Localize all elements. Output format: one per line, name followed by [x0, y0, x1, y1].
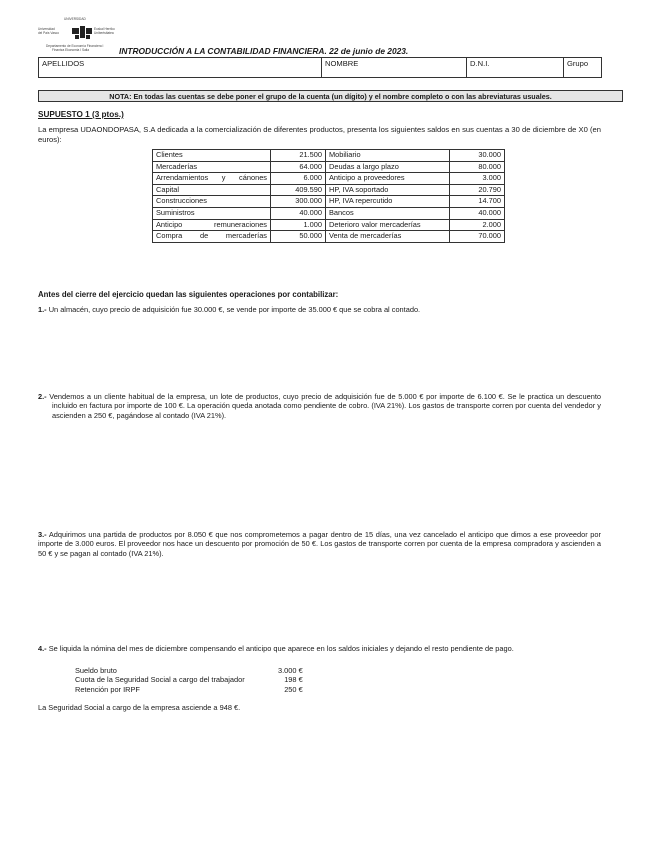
- operation-number: 4.-: [38, 644, 47, 653]
- balance-right-label: Venta de mercaderías: [326, 231, 450, 243]
- operation-1: [38, 305, 601, 314]
- operation-text: Vendemos a un cliente habitual de la empresa, un lote de productos, cuyo precio de adquisición fue de 5.000 € por importe de 6.100 €. Se le practica un descuento incluido en factura por importe de 100 €. La operación queda anotada como pendiente de cobro. (IVA 21%). Los gastos de transporte corren por cuenta del vendedor y ascienden a 250 €, pagándose al contado (IVA 21%).: [49, 392, 601, 420]
- grupo-field[interactable]: Grupo: [564, 58, 602, 78]
- department-text-2: Finantza Ekonomia I Saila: [52, 48, 90, 52]
- balance-right-value: 2.000: [450, 219, 505, 231]
- balance-left-label: Capital: [153, 184, 271, 196]
- balance-left-label: Clientes: [153, 150, 271, 162]
- logo-right-text-1: Euskal Herriko: [94, 27, 115, 31]
- operation-text: Se liquida la nómina del mes de diciembre compensando el anticipo que aparece en los saldos iniciales y dejando el resto pendiente de pago.: [48, 644, 514, 653]
- balance-left-value: 300.000: [271, 196, 326, 208]
- supuesto-heading: SUPUESTO 1 (3 ptos.): [38, 110, 124, 119]
- balance-left-value: 21.500: [271, 150, 326, 162]
- antes-heading: Antes del cierre del ejercicio quedan las siguientes operaciones por contabilizar:: [38, 290, 339, 299]
- balance-right-value: 40.000: [450, 207, 505, 219]
- operation-number: 2.-: [38, 392, 47, 401]
- nomina-label: Retención por IRPF: [75, 684, 140, 694]
- balance-right-label: Mobiliario: [326, 150, 450, 162]
- balance-left-value: 64.000: [271, 161, 326, 173]
- balance-left-label: Compra de mercaderías: [153, 231, 271, 243]
- operation-text: Un almacén, cuyo precio de adquisición fue 30.000 €, se vende por importe de 35.000 € que se cobra al contado.: [48, 305, 421, 314]
- balance-right-label: Deterioro valor mercaderías: [326, 219, 450, 231]
- balance-row: [153, 173, 505, 185]
- logo-left-text-2: del País Vasco: [38, 31, 60, 35]
- balance-right-label: HP, IVA repercutido: [326, 196, 450, 208]
- balance-right-value: 3.000: [450, 173, 505, 185]
- operation-text: Adquirimos una partida de productos por 8.050 € que nos comprometemos a pagar dentro de 15 días, una vez cancelado el anticipo que dimos a ese proveedor por importe de 3.000 euros. El proveedor nos hace un descuento por promoción de 50 €. Los gastos de transporte corren por cuenta de la empresa compradora y ascienden a 50 € y se pagan al contado (IVA 21%).: [38, 530, 601, 558]
- balance-right-value: 80.000: [450, 161, 505, 173]
- balance-right-value: 14.700: [450, 196, 505, 208]
- balance-right-label: HP, IVA soportado: [326, 184, 450, 196]
- nomina-row: [75, 685, 303, 694]
- operation-number: 1.-: [38, 305, 47, 314]
- logo-top-text: UNIVERSIDAD: [64, 17, 86, 21]
- balances-table: [152, 149, 505, 243]
- balance-right-label: Bancos: [326, 207, 450, 219]
- balance-row: [153, 196, 505, 208]
- balance-left-value: 409.590: [271, 184, 326, 196]
- nomina-amount: 250 €: [284, 684, 303, 694]
- balance-row: [153, 231, 505, 243]
- supuesto-intro: La empresa UDAONDOPASA, S.A dedicada a la comercialización de diferentes productos, presenta los siguientes saldos en sus cuentas a 30 de diciembre de X0 (en euros):: [38, 125, 601, 144]
- nombre-field[interactable]: NOMBRE: [322, 58, 467, 78]
- balance-right-value: 70.000: [450, 231, 505, 243]
- balance-left-value: 6.000: [271, 173, 326, 185]
- balance-row: [153, 150, 505, 162]
- operation-2: [38, 392, 601, 420]
- nomina-row: [75, 675, 303, 684]
- balance-row: [153, 219, 505, 231]
- exam-title: INTRODUCCIÓN A LA CONTABILIDAD FINANCIERA. 22 de junio de 2023.: [119, 46, 409, 56]
- balance-left-label: Construcciones: [153, 196, 271, 208]
- ss-empresa-note: La Seguridad Social a cargo de la empresa asciende a 948 €.: [38, 703, 241, 712]
- balance-left-label: Arrendamientos y cánones: [153, 173, 271, 185]
- operation-4: [38, 644, 601, 653]
- logo-left-text-1: Universidad: [38, 27, 55, 31]
- balance-right-label: Anticipo a proveedores: [326, 173, 450, 185]
- balance-right-value: 20.790: [450, 184, 505, 196]
- nota-banner: NOTA: En todas las cuentas se debe poner el grupo de la cuenta (un dígito) y el nombre completo o con las abreviaturas usuales.: [38, 90, 623, 102]
- nomina-amount: 3.000 €: [278, 666, 303, 675]
- nomina-breakdown: [75, 666, 303, 694]
- nomina-label: Sueldo bruto: [75, 666, 117, 675]
- balance-left-value: 50.000: [271, 231, 326, 243]
- balance-left-label: Anticipo remuneraciones: [153, 219, 271, 231]
- nomina-amount: 198 €: [284, 675, 303, 685]
- logo-right-text-2: Unibertsitatea: [94, 31, 114, 35]
- balance-row: [153, 207, 505, 219]
- operation-3: [38, 530, 601, 558]
- balance-left-label: Suministros: [153, 207, 271, 219]
- university-logo: [38, 18, 130, 58]
- university-emblem-icon: [72, 26, 92, 40]
- balance-right-value: 30.000: [450, 150, 505, 162]
- balance-left-value: 40.000: [271, 207, 326, 219]
- balance-right-label: Deudas a largo plazo: [326, 161, 450, 173]
- balance-row: [153, 161, 505, 173]
- balance-left-value: 1.000: [271, 219, 326, 231]
- operation-number: 3.-: [38, 530, 47, 539]
- department-text-1: Departamento de Economía Financiera I: [46, 44, 104, 48]
- nomina-row: [75, 666, 303, 675]
- dni-field[interactable]: D.N.I.: [467, 58, 564, 78]
- nomina-label: Cuota de la Seguridad Social a cargo del trabajador: [75, 675, 245, 685]
- apellidos-field[interactable]: APELLIDOS: [39, 58, 322, 78]
- student-id-table: [38, 57, 602, 78]
- balance-row: [153, 184, 505, 196]
- balance-left-label: Mercaderías: [153, 161, 271, 173]
